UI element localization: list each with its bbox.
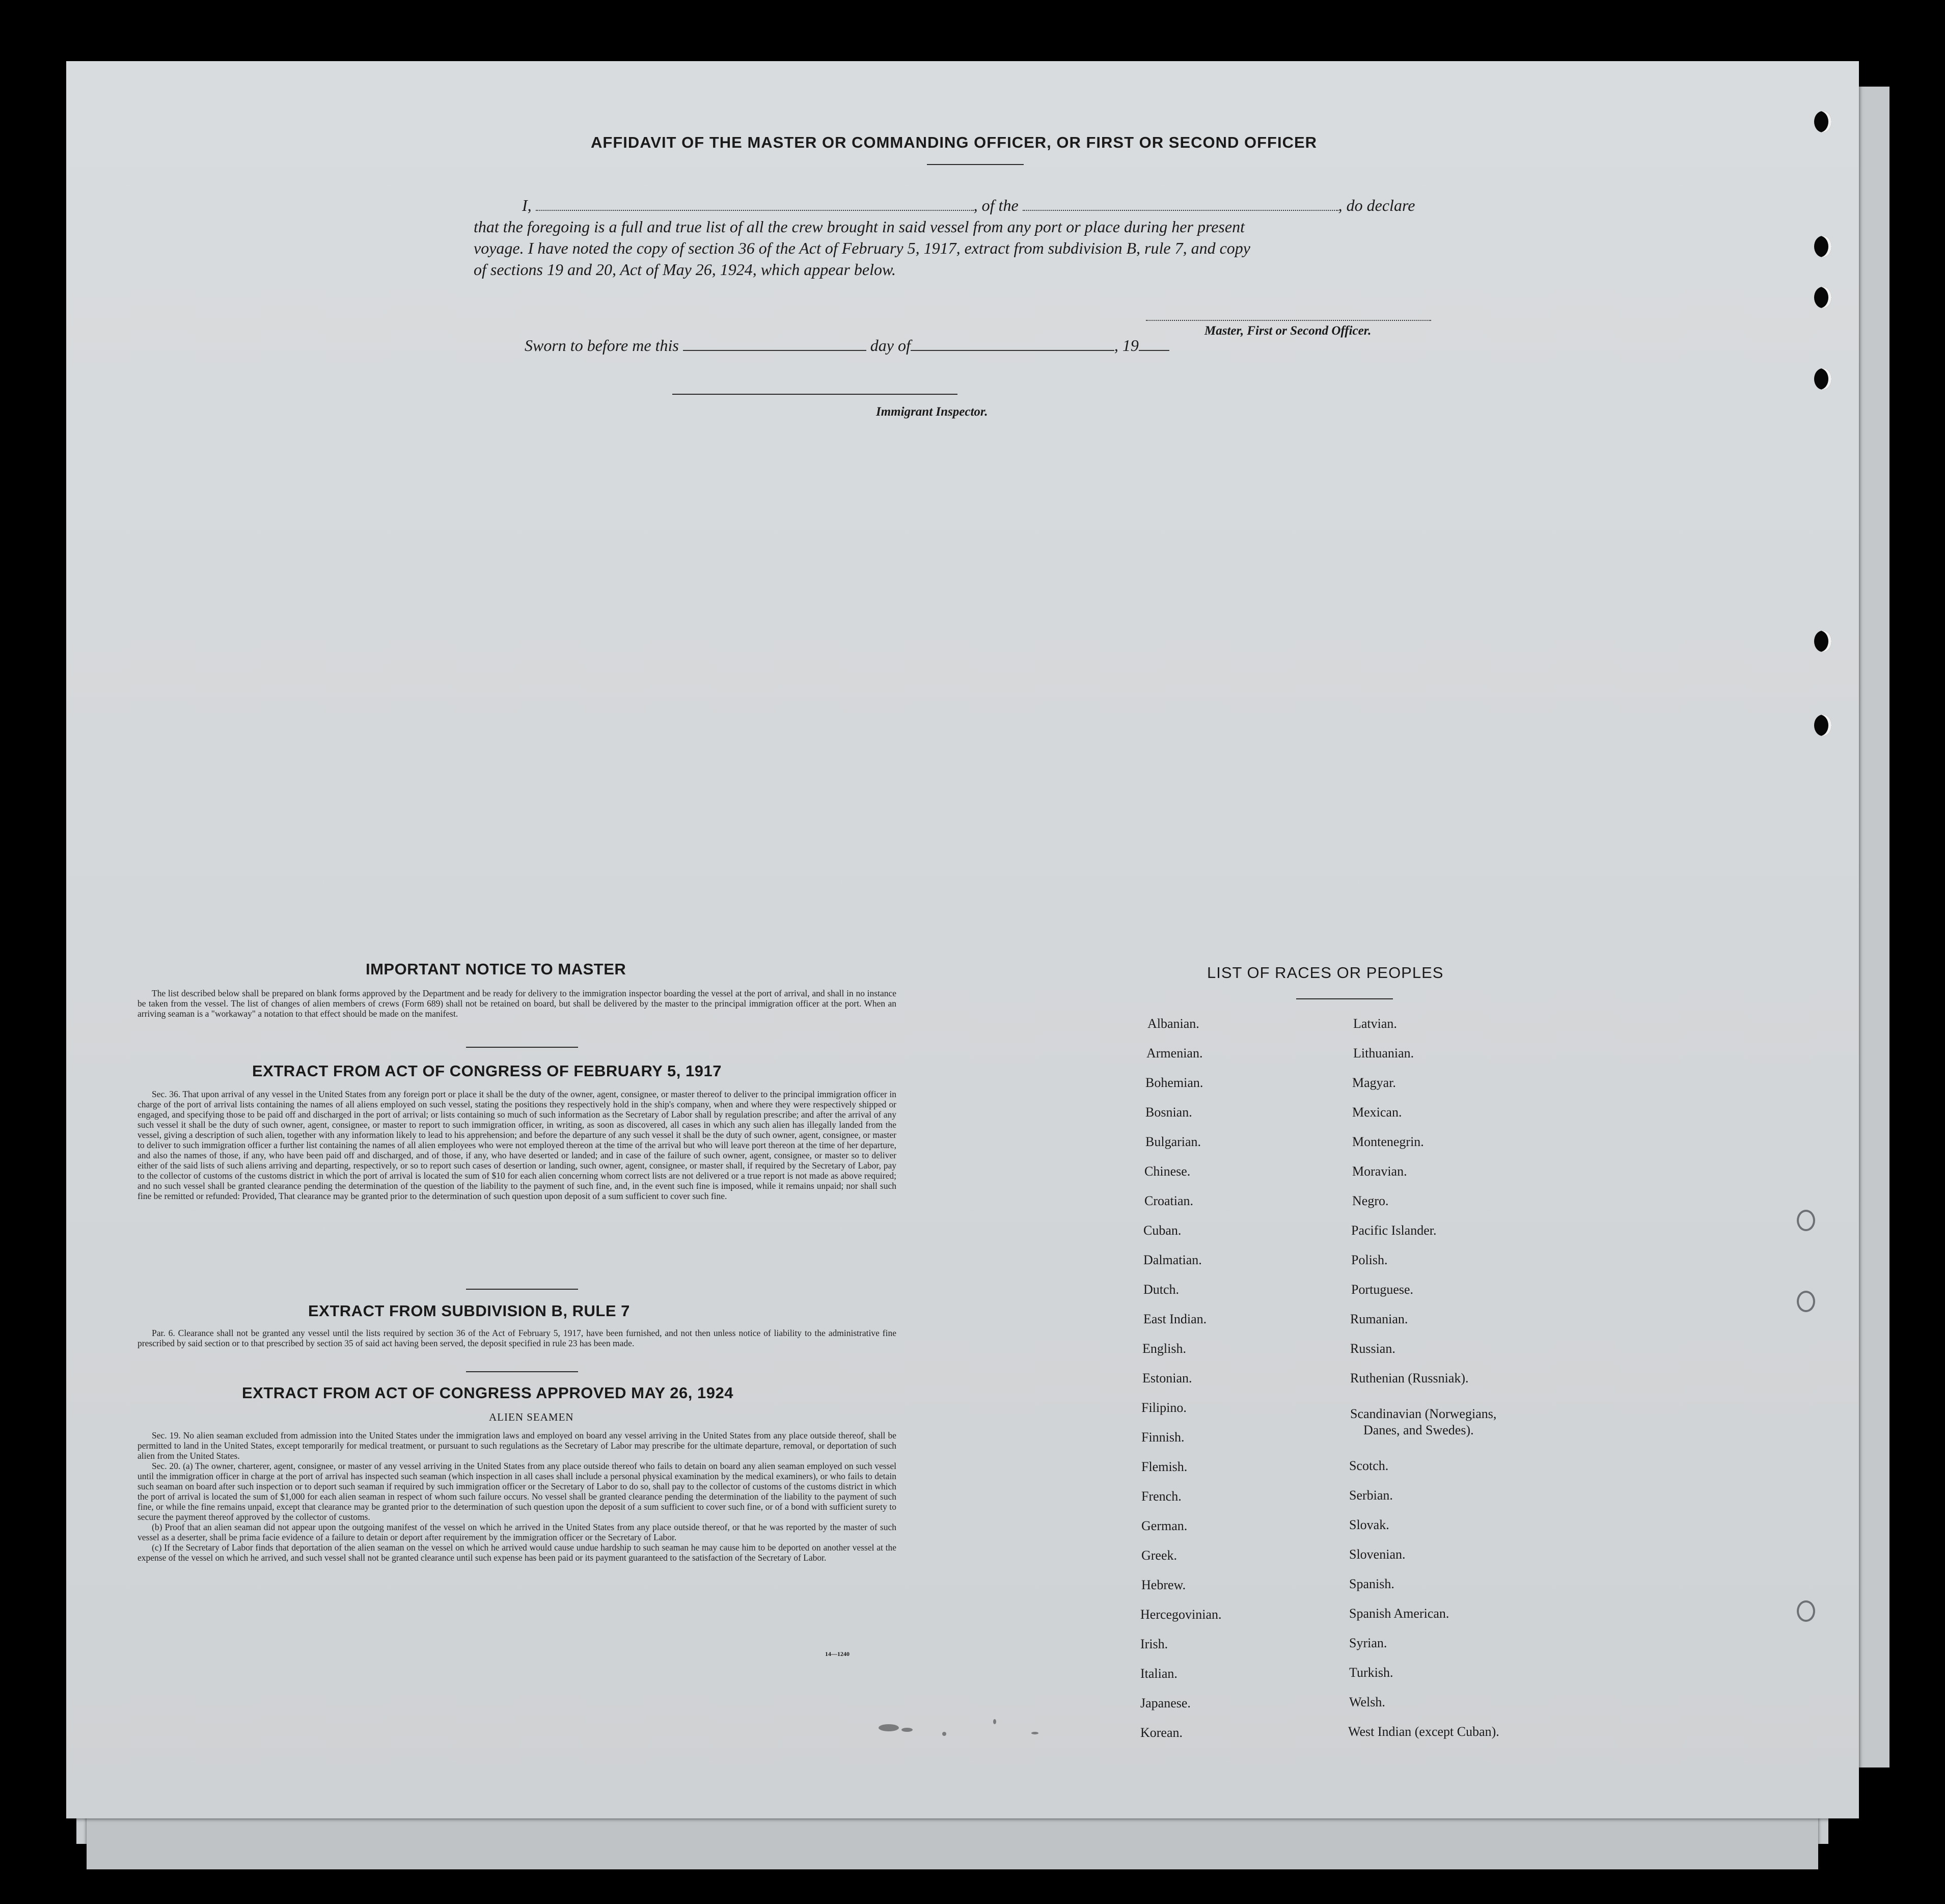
race-item: Croatian. (1144, 1193, 1194, 1208)
sec-36-paragraph: Sec. 36. That upon arrival of any vessel in the United States from any foreign port or place it shall be the duty of the owner, agent, consignee, or master thereof to deliver to the principal immigration officer in charge of the port of arrival lists containing the names of all aliens employed on such vessel, stating the positions they respectively hold in the ship's company, when and where they were respectively shipped or engaged, and specifying those to be paid off and discharged in the port of arrival; or lists containing so much of such information as the Secretary of Labor shall by regulation prescribe; and after the arrival of any such vessel it shall be the duty of such owner, agent, consignee, or master to report to such immigration officer, in writing, as soon as discovered, all cases in which any such alien has illegally landed from the vessel, giving a description of such alien, together with any information likely to lead to his apprehension; and before the departure of any such vessel it shall be the duty of such owner, agent, consignee, or master to deliver to such immigration officer a further list containing the names of all alien employees who were not employed thereon at the time of the arrival but who will leave port thereon at the time of her departure, and also the names of those, if any, who have been paid off and discharged, and of those, if any, who have deserted or landed; and in case of the failure of such owner, agent, consignee, or master so to deliver either of the said lists of such aliens arriving and departing, respectively, or so to report such cases of desertion or landing, such owner, agent, consignee, or master shall, if required by the Secretary of Labor, pay to the collector of customs of the customs district in which the port of arrival is located the sum of $10 for each alien concerning whom correct lists are not delivered or a true report is not made as above required; and no such vessel shall be granted clearance pending the determination of the question of the liability to the payment of such fine, and, in the event such fine is imposed, while it remains unpaid; nor shall such fine be remitted or refunded: Provided, That clearance may be granted prior to the determination of such question upon deposit of a sum sufficient to cover such fine. (138, 1089, 896, 1201)
section-divider (466, 1047, 578, 1048)
race-item: English. (1142, 1341, 1186, 1356)
race-item: Spanish. (1349, 1576, 1394, 1591)
race-item: Albanian. (1147, 1016, 1199, 1031)
race-item: Montenegrin. (1352, 1134, 1424, 1149)
punch-hole-ring (1797, 1600, 1815, 1622)
race-item: Slovak. (1349, 1517, 1389, 1532)
punch-hole (1814, 111, 1831, 132)
punch-hole-ring (1797, 1291, 1815, 1312)
par-6-paragraph: Par. 6. Clearance shall not be granted any vessel until the lists required by section 36 of the Act of February 5, 1917, have been furnished, and not then unless notice of liability to the administrative fine prescribed by said section or to that prescribed by section 35 of said act having been served, the deposit specified in rule 23 has been made. (138, 1328, 896, 1348)
punch-hole (1814, 631, 1831, 652)
sworn-year-field[interactable] (1139, 338, 1169, 351)
section-divider (466, 1289, 578, 1290)
race-item: German. (1141, 1518, 1188, 1533)
race-item: Irish. (1140, 1637, 1168, 1651)
title-underline (927, 164, 1024, 165)
affidavit-line-2: that the foregoing is a full and true list of all the crew brought in said vessel from any port or place during her present (474, 217, 1245, 236)
race-item: Greek. (1141, 1548, 1177, 1563)
race-item: Pacific Islander. (1351, 1223, 1437, 1238)
inspector-signature-label: Immigrant Inspector. (876, 405, 988, 419)
ink-stain (901, 1728, 913, 1732)
ink-stain (942, 1732, 946, 1736)
race-item: Filipino. (1141, 1400, 1187, 1415)
affidavit-title: AFFIDAVIT OF THE MASTER OR COMMANDING OFFICER, OR FIRST OR SECOND OFFICER (591, 133, 1318, 151)
race-item: Moravian. (1352, 1164, 1407, 1179)
ink-stain (1031, 1732, 1038, 1734)
race-item: Magyar. (1352, 1075, 1396, 1090)
alien-seamen-subtitle: ALIEN SEAMEN (489, 1411, 574, 1423)
race-item: Lithuanian. (1353, 1046, 1414, 1060)
sec-20b-paragraph: (b) Proof that an alien seaman did not appear upon the outgoing manifest of the vessel on which he arrived in the United States from any place outside thereof, or that he was reported by the master of such vessel as a deserter, shall be prima facie evidence of a failure to detain or deport after requirement by the immigration officer or the Secretary of Labor. (138, 1522, 896, 1542)
race-item: Estonian. (1142, 1371, 1192, 1385)
race-item: Polish. (1351, 1253, 1388, 1267)
race-item: Ruthenian (Russniak). (1350, 1371, 1469, 1385)
race-item: Armenian. (1146, 1046, 1203, 1060)
affidavit-body (474, 195, 1469, 280)
form-number: 14—1240 (825, 1650, 850, 1657)
race-item: Mexican. (1352, 1105, 1402, 1120)
notice-paragraph: The list described below shall be prepared on blank forms approved by the Department and be ready for delivery to the immigration inspector boarding the vessel at the port of arrival, and shall in no instance be taken from the vessel. The list of changes of alien members of crews (Form 689) shall not be retained on board, but shall be delivered by the master to the principal immigration officer at the port. When an arriving seaman is a "workaway" a notation to that effect should be made on the manifest. (138, 988, 896, 1019)
race-item: Bohemian. (1145, 1075, 1203, 1090)
extract-1924-text (138, 1430, 896, 1563)
extract-1917-title: EXTRACT FROM ACT OF CONGRESS OF FEBRUARY 5, 1917 (252, 1062, 722, 1080)
day-of-label: day of (870, 336, 911, 355)
master-signature-label: Master, First or Second Officer. (1204, 324, 1372, 338)
sec-20a-paragraph: Sec. 20. (a) The owner, charterer, agent, consignee, or master of any vessel arriving in the United States from any place outside thereof who fails to detain on board any alien seaman employed on such vessel until the immigration officer in charge at the port of arrival has inspected such seaman (which inspection in all cases shall include a personal physical examination by the medical examiners), or who fails to detain such seaman on board after such inspection or to deport such seaman if required by such immigration officer or the Secretary of Labor to do so, shall pay to the collector of customs of the customs district in which the port of arrival is located the sum of $1,000 for each alien seaman in respect of whom such failure occurs. No vessel shall be granted clearance pending the determination of the liability to the payment of such fine, or while the fine remains unpaid, except that clearance may be granted prior to the determination of such question upon the deposit of a sum sufficient to cover such fine, or of a bond with sufficient surety to secure the payment thereof approved by the collector of customs. (138, 1461, 896, 1522)
race-item: Scandinavian (Norwegians, (1350, 1406, 1497, 1421)
master-signature-line (1146, 320, 1431, 321)
affidavit-line-3: voyage. I have noted the copy of section 36 of the Act of February 5, 1917, extract from subdivision B, rule 7, and copy (474, 239, 1250, 257)
race-item: Dalmatian. (1143, 1253, 1202, 1267)
ink-stain (879, 1724, 899, 1731)
inspector-signature-line (672, 394, 957, 395)
races-title-underline (1296, 998, 1393, 999)
punch-hole (1814, 287, 1831, 308)
race-item: Syrian. (1349, 1636, 1387, 1650)
race-item: Dutch. (1143, 1282, 1180, 1297)
ink-stain (993, 1719, 996, 1724)
race-item: French. (1141, 1489, 1182, 1504)
races-title: LIST OF RACES OR PEOPLES (1207, 964, 1444, 982)
sworn-prefix: Sworn to before me this (525, 336, 679, 355)
race-item: Serbian. (1349, 1488, 1393, 1503)
race-item: Flemish. (1141, 1459, 1188, 1474)
race-item: Spanish American. (1349, 1606, 1449, 1621)
rule-7-title: EXTRACT FROM SUBDIVISION B, RULE 7 (308, 1302, 630, 1320)
race-item: Korean. (1140, 1725, 1183, 1740)
punch-hole-ring (1797, 1210, 1815, 1231)
race-item: West Indian (except Cuban). (1348, 1724, 1499, 1739)
race-item: Danes, and Swedes). (1363, 1423, 1474, 1437)
do-declare-label: , do declare (1338, 196, 1415, 214)
affidavit-line-1 (474, 195, 1469, 216)
race-item: Cuban. (1143, 1223, 1182, 1238)
rule-7-text (138, 1328, 896, 1348)
of-the-label: , of the (973, 196, 1019, 214)
punch-hole (1814, 236, 1831, 257)
sworn-day-field[interactable] (683, 338, 866, 351)
punch-hole (1814, 368, 1831, 390)
notice-text (138, 988, 896, 1019)
extract-1917-text (138, 1089, 896, 1201)
section-divider (466, 1371, 578, 1372)
race-item: Scotch. (1349, 1458, 1389, 1473)
race-item: Welsh. (1349, 1695, 1385, 1709)
race-item: Portuguese. (1351, 1282, 1414, 1297)
affidavit-i: I, (522, 196, 532, 214)
race-item: Turkish. (1349, 1665, 1393, 1680)
race-item: Negro. (1352, 1193, 1389, 1208)
sec-20c-paragraph: (c) If the Secretary of Labor finds that deportation of the alien seaman on the vessel on which he arrived would cause undue hardship to such seaman he may cause him to be deported on another vessel at the expense of the vessel on which he arrived, and such vessel shall not be granted clearance until such expense has been paid or its payment guaranteed to the satisfaction of the Secretary of Labor. (138, 1542, 896, 1563)
race-item: Russian. (1350, 1341, 1395, 1356)
year-prefix: , 19 (1114, 336, 1139, 355)
race-item: Japanese. (1140, 1696, 1191, 1710)
sec-19-paragraph: Sec. 19. No alien seaman excluded from admission into the United States under the immigration laws and employed on board any vessel arriving in the United States from any place outside thereof, shall be permitted to land in the United States, except temporarily for medical treatment, or pursuant to such regulations as the Secretary of Labor may prescribe for the ultimate departure, removal, or deportation of such alien from the United States. (138, 1430, 896, 1461)
notice-title: IMPORTANT NOTICE TO MASTER (366, 960, 626, 978)
name-field[interactable] (536, 197, 974, 211)
sworn-line (525, 336, 1169, 355)
race-item: Chinese. (1144, 1164, 1191, 1179)
race-item: East Indian. (1143, 1312, 1207, 1326)
race-item: Bulgarian. (1145, 1134, 1201, 1149)
race-item: Latvian. (1353, 1016, 1397, 1031)
sworn-month-field[interactable] (911, 338, 1114, 351)
race-item: Hercegovinian. (1140, 1607, 1222, 1622)
punch-hole (1814, 715, 1831, 736)
race-item: Slovenian. (1349, 1547, 1406, 1562)
race-item: Italian. (1140, 1666, 1177, 1681)
vessel-field[interactable] (1023, 197, 1338, 211)
race-item: Rumanian. (1350, 1312, 1408, 1326)
affidavit-line-4: of sections 19 and 20, Act of May 26, 1924, which appear below. (474, 260, 896, 279)
race-item: Hebrew. (1141, 1577, 1186, 1592)
underlying-sheet (87, 1813, 1818, 1869)
race-item: Bosnian. (1145, 1105, 1192, 1120)
race-item: Finnish. (1141, 1430, 1185, 1445)
extract-1924-title: EXTRACT FROM ACT OF CONGRESS APPROVED MAY 26, 1924 (242, 1384, 733, 1402)
